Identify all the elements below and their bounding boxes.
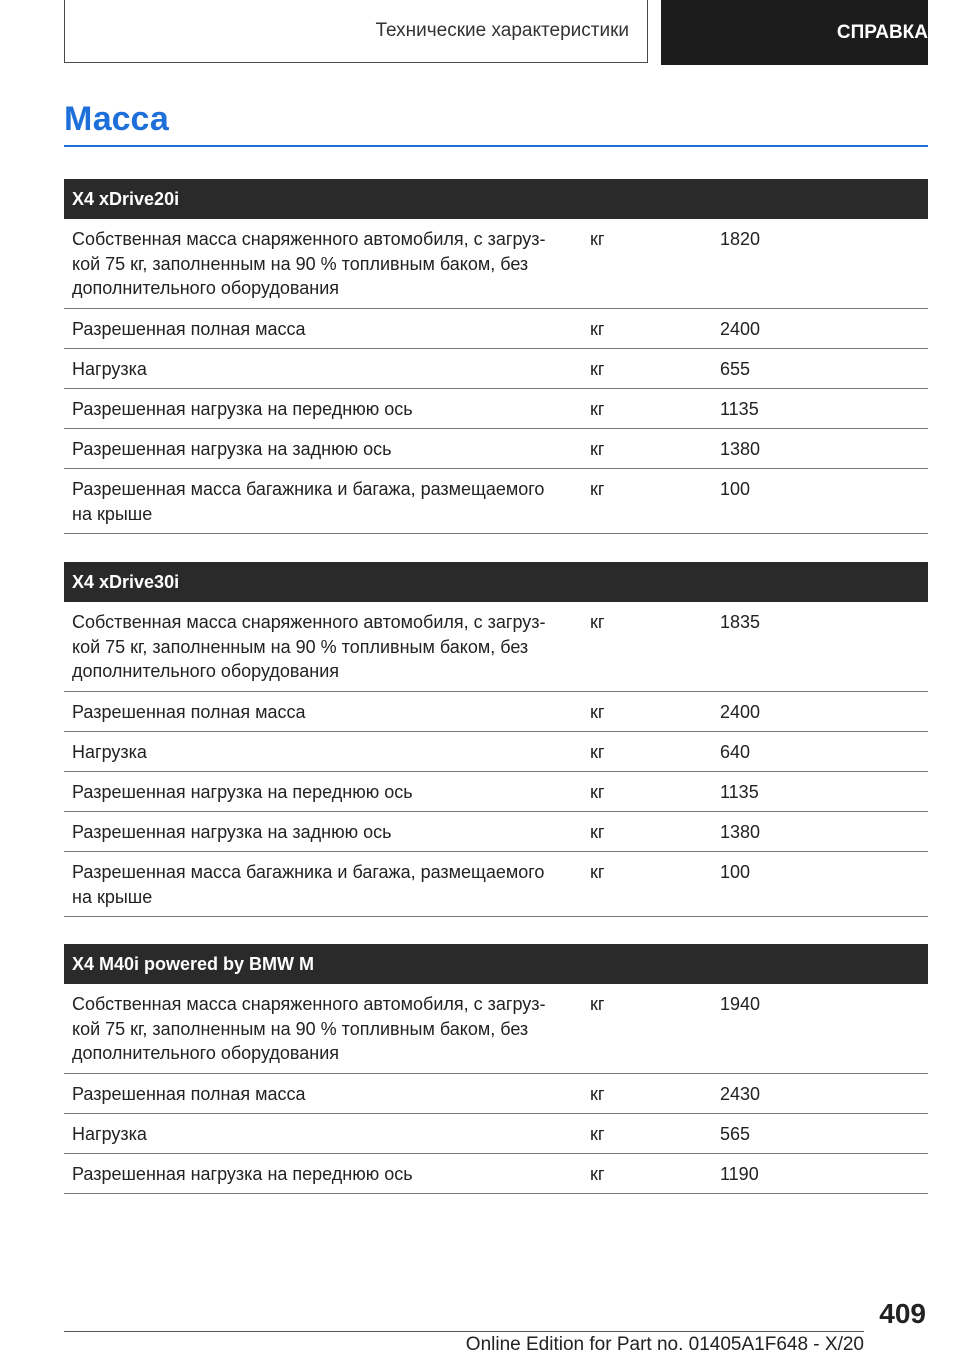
row-value: 1835 [720, 612, 761, 632]
page-number: 409 [879, 1298, 926, 1329]
section-tab-label: Технические характеристики [375, 20, 629, 41]
row-label: Собственная масса снаряженного автомобиля, с загрузкой 75 кг, заполненным на 90 % топливным баком, без дополнительного оборудования [72, 229, 546, 298]
spravka-tab-label: СПРАВКА [836, 21, 928, 43]
footer-edition-text: Online Edition for Part no. 01405A1F648 - X/20 [465, 1334, 864, 1355]
row-value: 640 [720, 742, 751, 762]
header-tabbar [64, 0, 928, 65]
table-row [64, 429, 928, 469]
row-value: 1135 [720, 782, 759, 802]
table-row [64, 692, 928, 732]
row-value: 2400 [720, 319, 761, 339]
row-value: 100 [720, 479, 751, 499]
row-value: 655 [720, 359, 751, 379]
row-unit: кг [590, 229, 605, 249]
table-row [64, 852, 928, 917]
model-header: X4 xDrive30i [64, 562, 928, 602]
row-unit: кг [590, 612, 605, 632]
table-row [64, 984, 928, 1074]
table-row [64, 1074, 928, 1114]
page-title: Масса [64, 100, 169, 138]
row-unit: кг [590, 1084, 605, 1104]
row-label: Разрешенная масса багажника и багажа, размещаемого на крыше [72, 479, 545, 524]
table-row [64, 309, 928, 349]
table-row [64, 1114, 928, 1154]
spec-table-m40i [64, 944, 928, 1194]
row-label: Разрешенная нагрузка на переднюю ось [72, 1164, 413, 1184]
row-unit: кг [590, 782, 605, 802]
table-row [64, 389, 928, 429]
row-label: Разрешенная полная масса [72, 1084, 306, 1104]
spec-table-xdrive20i [64, 179, 928, 534]
table-row [64, 349, 928, 389]
section-tab[interactable] [64, 0, 648, 63]
row-unit: кг [590, 742, 605, 762]
table-row [64, 219, 928, 309]
row-label: Нагрузка [72, 359, 147, 379]
row-value: 1135 [720, 399, 759, 419]
row-unit: кг [590, 822, 605, 842]
row-unit: кг [590, 702, 605, 722]
row-label: Разрешенная масса багажника и багажа, размещаемого на крыше [72, 862, 545, 907]
row-value: 2400 [720, 702, 761, 722]
row-value: 2430 [720, 1084, 761, 1104]
row-unit: кг [590, 319, 605, 339]
row-value: 1820 [720, 229, 761, 249]
table-row [64, 469, 928, 534]
row-label: Нагрузка [72, 1124, 147, 1144]
row-value: 1190 [720, 1164, 759, 1184]
row-unit: кг [590, 439, 605, 459]
row-label: Разрешенная полная масса [72, 319, 306, 339]
row-value: 1940 [720, 994, 761, 1014]
spravka-tab[interactable] [661, 0, 928, 65]
row-unit: кг [590, 479, 605, 499]
row-value: 565 [720, 1124, 751, 1144]
row-label: Собственная масса снаряженного автомобиля, с загрузкой 75 кг, заполненным на 90 % топливным баком, без дополнительного оборудования [72, 994, 546, 1063]
row-unit: кг [590, 359, 605, 379]
spec-table-xdrive30i [64, 562, 928, 917]
model-header: X4 xDrive20i [64, 179, 928, 219]
row-label: Разрешенная нагрузка на переднюю ось [72, 399, 413, 419]
row-value: 100 [720, 862, 751, 882]
row-value: 1380 [720, 822, 761, 842]
table-row [64, 602, 928, 692]
title-divider [64, 145, 928, 147]
table-row [64, 812, 928, 852]
row-unit: кг [590, 1124, 605, 1144]
row-label: Разрешенная нагрузка на переднюю ось [72, 782, 413, 802]
row-unit: кг [590, 399, 605, 419]
footer-divider [64, 1331, 864, 1332]
model-header: X4 M40i powered by BMW M [64, 944, 928, 984]
row-label: Нагрузка [72, 742, 147, 762]
row-label: Разрешенная нагрузка на заднюю ось [72, 439, 392, 459]
table-row [64, 772, 928, 812]
row-unit: кг [590, 862, 605, 882]
row-value: 1380 [720, 439, 761, 459]
row-unit: кг [590, 1164, 605, 1184]
row-label: Разрешенная полная масса [72, 702, 306, 722]
row-label: Разрешенная нагрузка на заднюю ось [72, 822, 392, 842]
table-row [64, 732, 928, 772]
row-label: Собственная масса снаряженного автомобиля, с загрузкой 75 кг, заполненным на 90 % топливным баком, без дополнительного оборудования [72, 612, 546, 681]
table-row [64, 1154, 928, 1194]
row-unit: кг [590, 994, 605, 1014]
